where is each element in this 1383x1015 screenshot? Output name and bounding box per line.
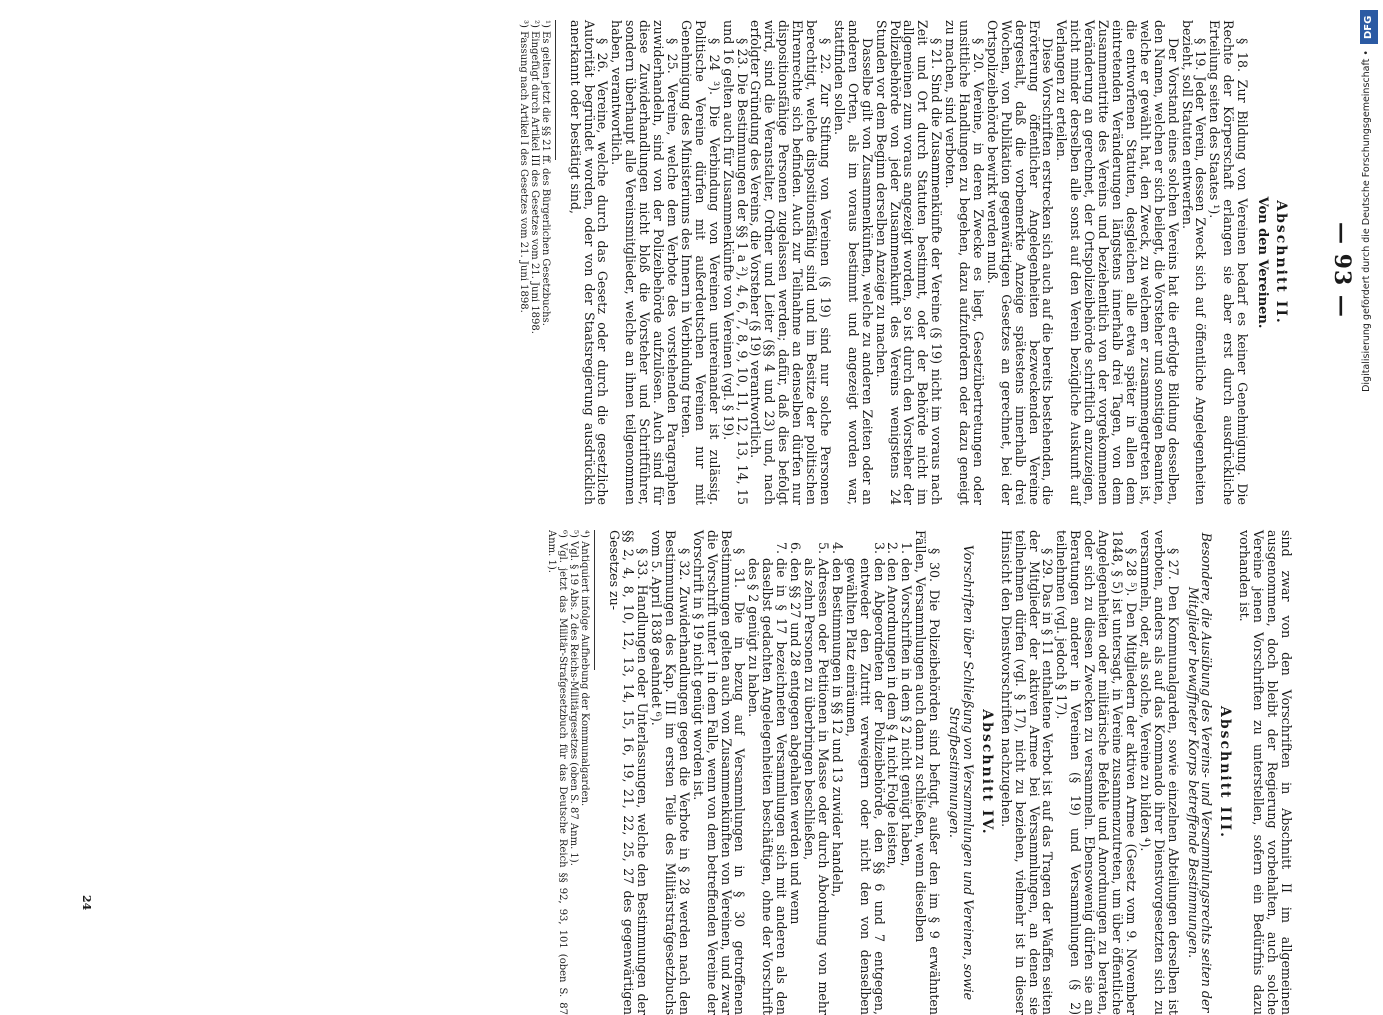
footnote: ⁶) Vgl. jetzt das Militär-Strafgesetzbuch für das Deutsche Reich §§ 92, 93, 101 (oben S. 87 Anm. 1).: [546, 530, 569, 1015]
footnote: ²) Eingefügt durch Artikel III des Gesetzes vom 21. Juni 1898.: [528, 20, 540, 334]
footnote: ³) Fassung nach Artikel I des Gesetzes vom 21. Juni 1898.: [517, 20, 529, 313]
list-item: 5. Adressen oder Petitionen in Masse oder durch Abordnung von mehr als zehn Personen zu überbringen beschließen,: [802, 558, 830, 1015]
paragraph: § 18. Zur Bildung von Vereinen bedarf es keiner Genehmigung. Die Rechte der Körperschaft erlangen sie aber erst durch ausdrückliche Erteilung seiten des Staates ¹).: [1207, 20, 1251, 505]
paragraph: § 28 ⁵). Den Mitgliedern der aktiven Armee (Gesetz vom 9. November 1848, § 5) ist untersagt, in Vereine zusammenzutreten, um über öffentliche Angelegenheiten oder militärische Befehle und Anordnungen zu beraten, oder sich zu diesen Zwecken zu versammeln. Ebensowenig dürfen sie an Beratungen anderer in Vereinen (§ 19) und Versammlungen (§ 2) teilnehmen (vgl. jedoch § 17).: [1054, 530, 1139, 1015]
list-item: 2. den Anordnungen in dem § 4 nicht Folge leisten,: [886, 558, 900, 1015]
digitization-credit: Digitalisierung gefördert durch die Deutsche Forschungsgemeinschaft •: [1361, 50, 1372, 392]
list-item: 6. den §§ 27 und 28 entgegen abgehalten werden und wenn: [788, 558, 802, 1015]
paragraph: Dasselbe gilt von Zusammenkünften, welche zu anderen Zeiten oder an anderen Orten, als im voraus bestimmt und angezeigt worden war, stattfinden sollen.: [831, 20, 875, 505]
left-column: [518, 20, 1293, 505]
paragraph: § 24 ³). Die Verbindung von Vereinen untereinander ist zulässig. Politische Vereine dürfen mit außerdeutschen Vereinen nur mit Genehmigung des Ministeriums des Innern in Verbindung treten.: [678, 20, 722, 505]
paragraph: § 26. Vereine, welche durch das Gesetz oder durch die gesetzliche Autorität begründet worden, oder von der Staatsregierung ausdrücklich anerkannt oder bestätigt sind,: [567, 20, 611, 505]
dfg-credit-strip: [1359, 10, 1381, 990]
section-title: Abschnitt IV.: [978, 709, 995, 836]
paragraph: § 31. Die in bezug auf Versammlungen in § 30 getroffenen Bestimmungen gelten auch von Zusammenkünften von Vereinen, und zwar die Vorschrift unter 1 in dem Falle, wenn von dem betreffenden Vereine der Vorschrift in § 19 nicht genügt worden ist.: [690, 530, 748, 1015]
right-column: [546, 530, 1293, 1015]
paragraph: § 22. Zur Stiftung von Vereinen (§ 19) sind nur solche Personen berechtigt, welche dispositionsfähig sind und im Besitze der politischen Ehrenrechte sich befinden. Auch zur Teilnahme an denselben dürfen nur dispositionsfähige Personen zugelassen werden; dafür, daß dies befolgt wird, sind die Veranstalter, Ordner und Leiter (§§ 4 und 23) und, nach erfolgter Gründung des Vereins, die Vorsteher (§ 19) verantwortlich.: [748, 20, 833, 505]
footnote: ⁴) Antiquiert infolge Aufhebung der Kommunalgarden.: [579, 530, 591, 807]
numbered-list: [746, 530, 913, 1015]
section-title: Abschnitt III.: [1217, 705, 1234, 840]
list-item: 3. den Abgeordneten der Polizeibehörde, den §§ 6 und 7 entgegen, entweder den Zutritt verweigern oder nicht den von denselben gewählten Platz einräumen,: [844, 558, 886, 1015]
paragraph: § 20. Vereine, in deren Zwecke es liegt, Gesetzübertretungen oder unsittliche Handlungen zu begehen, dazu aufzufordern oder dazu geneigt zu machen, sind verboten.: [943, 20, 986, 505]
footnote: ⁵) Vgl. § 19 Abs. 2 des Reichs-Militärgesetzes (oben S. 87 Anm. 1).: [568, 530, 580, 866]
paragraph: Der Vorstand eines solchen Vereins hat die erfolgte Bildung desselben, den Namen, welchen er sich beilegt, die Vorsteher und sonstigen Beamten, welche er gewählt hat, den Zweck, zu welchem er zusammengetreten ist, die entworfenen Statuten, desgleichen alle etwa später in allen dem eintretenden Veränderungen längstens innerhalb drei Tagen, von dem Zusammentritte des Vereins und beziehentlich von der vorgekommenen Veränderung an gerechnet, der Ortspolizeibehörde schriftlich anzuzeigen, nicht minder derselben alle sonst auf den Verein bezügliche Auskunft auf Verlangen zu erteilen.: [1054, 20, 1181, 505]
paragraph: § 25. Vereine, welche dem Verbote des vorstehenden Paragraphen zuwiderhandeln, sind von der Polizeibehörde aufzulösen. Auch sind für diese Zuwiderhandlungen nicht bloß die Vorsteher und Schriftführer, sondern überhaupt alle Vereinsmitglieder, welche an ihnen teilgenommen haben, verantwortlich.: [609, 20, 681, 505]
footnote-divider: [555, 20, 556, 160]
list-item: 4. den Bestimmungen in §§ 12 und 13 zuwider handeln,: [830, 558, 844, 1015]
list-item: 1. den Vorschriften in dem § 2 nicht genügt haben,: [899, 558, 913, 1015]
paragraph: Diese Vorschriften erstrecken sich auch auf die bereits bestehenden, die Erörterung öffentlicher Angelegenheiten bezweckenden Vereine dergestalt, daß die vorbemerkte Anzeige spätestens innerhalb drei Wochen, von Publikation gegenwärtigen Gesetzes an gerechnet, bei der Ortspolizeibehörde bewirkt werden muß.: [984, 20, 1056, 505]
footnote: ¹) Es gelten jetzt die §§ 21 ff. des Bürgerlichen Gesetzbuchs.: [539, 20, 551, 326]
page-number: — 93 —: [1329, 222, 1355, 318]
paragraph: sind zwar von den Vorschriften in Abschnitt II im allgemeinen ausgenommen, doch bleibt der Regierung vorbehalten, auch solche Vereine jenen Vorschriften zu unterstellen, sofern ein Bedürfnis dazu vorhanden ist.: [1237, 530, 1294, 1015]
dfg-logo: DFG: [1360, 10, 1378, 44]
section-subtitle: Vorschriften über Schließung von Versammlungen und Vereinen, sowie Strafbestimmungen.: [947, 544, 976, 1001]
paragraph: § 33. Handlungen oder Unterlassungen, welche den Bestimmungen der §§ 2, 4, 8, 10, 12, 13, 14, 15, 16, 19, 21, 22, 25, 27 des gegenwärtigen Gesetzes zu-: [607, 530, 651, 1015]
paragraph: § 19. Jeder Verein, dessen Zweck sich auf öffentliche Angelegenheiten bezieht, soll Statuten entwerfen.: [1179, 20, 1209, 505]
section-title: Abschnitt II.: [1273, 200, 1289, 325]
paragraph: § 21. Sind die Zusammenkünfte der Vereine (§ 19) nicht im voraus nach Zeit und Ort durch Statuten bestimmt, oder der Behörde nicht im allgemeinen zum voraus angezeigt worden, so ist durch den Vorsteher der Polizeibehörde von jeder Zusammenkunft des Vereins wenigstens 24 Stunden vor dem Beginn derselben Anzeige zu machen.: [873, 20, 945, 505]
section-subtitle: Besondere, die Ausübung des Vereins- und Versammlungsrechts seiten der Mitglieder bewaffneter Korps betreffende Bestimmungen.: [1185, 532, 1215, 1013]
paragraph: § 30. Die Polizeibehörden sind befugt, außer den im § 9 erwähnten Fällen, Versammlungen auch dann zu schließen, wenn dieselben: [913, 530, 943, 1015]
signature-number: 24: [80, 895, 93, 911]
paragraph: § 29. Das in § 11 enthaltene Verbot ist auf das Tragen der Waffen seiten der Mitglieder der aktiven Armee bei Versammlungen, an denen sie teilnehmen dürfen (vgl. § 17), nicht zu beziehen, vielmehr ist in dieser Hinsicht den Dienstvorschriften nachzugehen.: [998, 530, 1056, 1015]
section-subtitle: Von den Vereinen.: [1255, 196, 1271, 329]
list-item: 7. die in § 17 bezeichneten Versammlungen sich mit anderen als den daselbst gedachten Angelegenheiten beschäftigen, ohne der Vorschrift des § 2 genügt zu haben.: [746, 558, 788, 1015]
paragraph: § 32. Zuwiderhandlungen gegen die Verbote in § 28 werden nach den Bestimmungen des Kap. III im ersten Teile des Militärstrafgesetzbuchs vom 5. April 1838 geahndet ⁶).: [649, 530, 692, 1015]
paragraph: § 27. Den Kommunalgarden, sowie einzelnen Abteilungen derselben ist verboten, anders als auf das Kommando ihrer Dienstvorgesetzten sich zu versammeln, oder, als solche, Vereine zu bilden ⁴).: [1137, 530, 1181, 1015]
footnote-divider: [594, 530, 595, 670]
paragraph: § 23. Die Bestimmungen der §§ 1 a ²), 4, 6, 7, 8, 9, 10, 11, 12, 13, 14, 15 und 16 gelten auch für Zusammenkünfte von Vereinen (vgl. § 19).: [720, 20, 750, 505]
